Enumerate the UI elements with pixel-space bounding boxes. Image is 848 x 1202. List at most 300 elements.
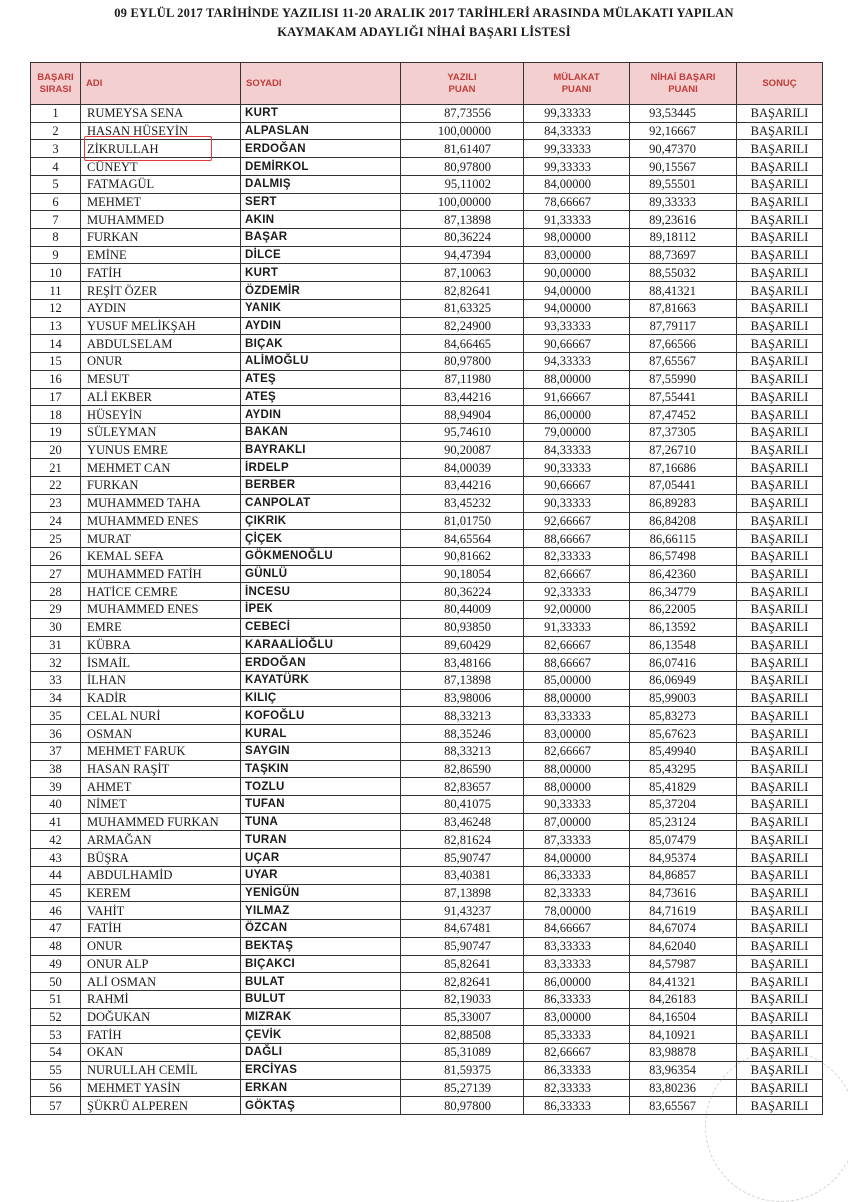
cell-surname: AYDIN [241, 317, 401, 335]
cell-rank: 38 [31, 760, 81, 778]
cell-final-score: 93,53445 [630, 105, 737, 123]
cell-written-score: 80,44009 [401, 601, 524, 619]
cell-rank: 14 [31, 335, 81, 353]
cell-final-score: 85,99003 [630, 689, 737, 707]
cell-interview-score: 83,33333 [524, 937, 630, 955]
cell-surname: BAYRAKLI [241, 441, 401, 459]
cell-interview-score: 82,33333 [524, 884, 630, 902]
table-row [31, 725, 823, 743]
cell-name: EMİNE [81, 246, 241, 264]
table-row [31, 264, 823, 282]
cell-name: ABDULHAMİD [81, 866, 241, 884]
cell-result: BAŞARILI [737, 920, 823, 938]
cell-name: MURAT [81, 530, 241, 548]
cell-result: BAŞARILI [737, 849, 823, 867]
cell-written-score: 82,19033 [401, 990, 524, 1008]
cell-name: RAHMİ [81, 990, 241, 1008]
cell-surname: ÇİÇEK [241, 530, 401, 548]
cell-final-score: 84,16504 [630, 1008, 737, 1026]
cell-final-score: 87,66566 [630, 335, 737, 353]
cell-result: BAŞARILI [737, 778, 823, 796]
cell-interview-score: 90,33333 [524, 796, 630, 814]
table-row [31, 175, 823, 193]
cell-final-score: 85,07479 [630, 831, 737, 849]
cell-rank: 54 [31, 1044, 81, 1062]
cell-result: BAŞARILI [737, 672, 823, 690]
cell-surname: BERBER [241, 477, 401, 495]
cell-surname: KURT [241, 105, 401, 123]
cell-interview-score: 86,00000 [524, 973, 630, 991]
table-row [31, 583, 823, 601]
cell-interview-score: 88,00000 [524, 689, 630, 707]
cell-rank: 24 [31, 512, 81, 530]
cell-written-score: 80,97800 [401, 1097, 524, 1115]
cell-written-score: 82,83657 [401, 778, 524, 796]
cell-written-score: 88,33213 [401, 742, 524, 760]
table-row [31, 229, 823, 247]
cell-result: BAŞARILI [737, 299, 823, 317]
cell-name: MEHMET YASİN [81, 1079, 241, 1097]
cell-written-score: 90,18054 [401, 565, 524, 583]
cell-interview-score: 99,33333 [524, 105, 630, 123]
cell-interview-score: 84,00000 [524, 175, 630, 193]
cell-written-score: 88,35246 [401, 725, 524, 743]
cell-written-score: 87,73556 [401, 105, 524, 123]
cell-rank: 39 [31, 778, 81, 796]
table-row [31, 246, 823, 264]
cell-written-score: 85,90747 [401, 937, 524, 955]
table-row [31, 512, 823, 530]
cell-surname: ÖZCAN [241, 920, 401, 938]
table-row [31, 317, 823, 335]
cell-result: BAŞARILI [737, 282, 823, 300]
cell-interview-score: 90,66667 [524, 477, 630, 495]
cell-rank: 51 [31, 990, 81, 1008]
cell-interview-score: 92,00000 [524, 601, 630, 619]
cell-name: MUHAMMED FURKAN [81, 813, 241, 831]
table-row [31, 105, 823, 123]
cell-written-score: 88,94904 [401, 406, 524, 424]
cell-surname: BULUT [241, 990, 401, 1008]
column-header-rank-line2: SIRASI [39, 83, 72, 95]
cell-final-score: 89,18112 [630, 229, 737, 247]
cell-final-score: 85,49940 [630, 742, 737, 760]
cell-final-score: 87,55990 [630, 370, 737, 388]
cell-rank: 15 [31, 353, 81, 371]
cell-surname: ALİMOĞLU [241, 353, 401, 371]
cell-surname: ALPASLAN [241, 122, 401, 140]
cell-final-score: 86,42360 [630, 565, 737, 583]
cell-interview-score: 91,33333 [524, 211, 630, 229]
cell-final-score: 90,15567 [630, 158, 737, 176]
cell-written-score: 85,33007 [401, 1008, 524, 1026]
cell-surname: ERKAN [241, 1079, 401, 1097]
cell-final-score: 85,83273 [630, 707, 737, 725]
cell-surname: SAYGIN [241, 742, 401, 760]
cell-name: RUMEYSA SENA [81, 105, 241, 123]
cell-rank: 27 [31, 565, 81, 583]
cell-rank: 56 [31, 1079, 81, 1097]
cell-name: ONUR [81, 937, 241, 955]
cell-surname: MIZRAK [241, 1008, 401, 1026]
cell-rank: 45 [31, 884, 81, 902]
cell-result: BAŞARILI [737, 246, 823, 264]
cell-surname: TUNA [241, 813, 401, 831]
table-row [31, 760, 823, 778]
cell-interview-score: 85,00000 [524, 672, 630, 690]
table-row [31, 955, 823, 973]
cell-interview-score: 86,00000 [524, 406, 630, 424]
cell-written-score: 82,81624 [401, 831, 524, 849]
cell-result: BAŞARILI [737, 796, 823, 814]
cell-rank: 48 [31, 937, 81, 955]
document-title-line1: 09 EYLÜL 2017 TARİHİNDE YAZILISI 11-20 ARALIK 2017 TARİHLERİ ARASINDA MÜLAKATI YAPILAN [114, 6, 734, 20]
cell-result: BAŞARILI [737, 512, 823, 530]
cell-surname: ATEŞ [241, 370, 401, 388]
cell-result: BAŞARILI [737, 583, 823, 601]
cell-written-score: 87,11980 [401, 370, 524, 388]
cell-result: BAŞARILI [737, 193, 823, 211]
cell-written-score: 81,59375 [401, 1061, 524, 1079]
cell-written-score: 81,61407 [401, 140, 524, 158]
cell-surname: DAĞLI [241, 1044, 401, 1062]
cell-final-score: 88,41321 [630, 282, 737, 300]
column-header-written-line2: PUAN [448, 83, 476, 95]
cell-interview-score: 86,33333 [524, 866, 630, 884]
cell-name: MUHAMMED [81, 211, 241, 229]
column-header-final-line2: PUANI [668, 83, 698, 95]
cell-name: KEREM [81, 884, 241, 902]
cell-written-score: 84,65564 [401, 530, 524, 548]
cell-name: DOĞUKAN [81, 1008, 241, 1026]
table-row [31, 618, 823, 636]
cell-rank: 43 [31, 849, 81, 867]
cell-name: ONUR ALP [81, 955, 241, 973]
cell-interview-score: 90,66667 [524, 335, 630, 353]
cell-written-score: 80,97800 [401, 158, 524, 176]
cell-final-score: 88,73697 [630, 246, 737, 264]
table-row [31, 1061, 823, 1079]
cell-surname: BIÇAK [241, 335, 401, 353]
cell-surname: KURT [241, 264, 401, 282]
cell-interview-score: 99,33333 [524, 158, 630, 176]
cell-written-score: 82,86590 [401, 760, 524, 778]
cell-result: BAŞARILI [737, 725, 823, 743]
cell-surname: YANIK [241, 299, 401, 317]
cell-name: FURKAN [81, 229, 241, 247]
cell-final-score: 84,67074 [630, 920, 737, 938]
cell-interview-score: 84,33333 [524, 122, 630, 140]
cell-rank: 20 [31, 441, 81, 459]
table-row [31, 707, 823, 725]
cell-result: BAŞARILI [737, 370, 823, 388]
cell-written-score: 91,43237 [401, 902, 524, 920]
table-row [31, 193, 823, 211]
cell-rank: 10 [31, 264, 81, 282]
cell-rank: 44 [31, 866, 81, 884]
cell-final-score: 86,57498 [630, 547, 737, 565]
cell-written-score: 83,44216 [401, 477, 524, 495]
cell-final-score: 83,96354 [630, 1061, 737, 1079]
cell-written-score: 87,10063 [401, 264, 524, 282]
cell-name: CELAL NURİ [81, 707, 241, 725]
cell-rank: 34 [31, 689, 81, 707]
cell-result: BAŞARILI [737, 760, 823, 778]
cell-rank: 32 [31, 654, 81, 672]
cell-result: BAŞARILI [737, 423, 823, 441]
cell-name: VAHİT [81, 902, 241, 920]
cell-rank: 13 [31, 317, 81, 335]
cell-rank: 46 [31, 902, 81, 920]
cell-interview-score: 83,00000 [524, 246, 630, 264]
table-row [31, 831, 823, 849]
cell-name: ONUR [81, 353, 241, 371]
column-header-interview-line2: PUANI [561, 83, 592, 95]
cell-interview-score: 93,33333 [524, 317, 630, 335]
cell-final-score: 86,13548 [630, 636, 737, 654]
table-row [31, 565, 823, 583]
cell-surname: KARAALİOĞLU [241, 636, 401, 654]
cell-name: ZİKRULLAH [81, 140, 241, 158]
cell-final-score: 88,55032 [630, 264, 737, 282]
cell-final-score: 84,62040 [630, 937, 737, 955]
cell-name: FURKAN [81, 477, 241, 495]
cell-written-score: 87,13898 [401, 884, 524, 902]
cell-result: BAŞARILI [737, 618, 823, 636]
cell-name: MEHMET FARUK [81, 742, 241, 760]
cell-interview-score: 88,00000 [524, 778, 630, 796]
cell-rank: 31 [31, 636, 81, 654]
cell-interview-score: 82,33333 [524, 547, 630, 565]
cell-surname: BULAT [241, 973, 401, 991]
cell-final-score: 84,73616 [630, 884, 737, 902]
cell-final-score: 84,26183 [630, 990, 737, 1008]
cell-surname: İPEK [241, 601, 401, 619]
cell-final-score: 92,16667 [630, 122, 737, 140]
column-header-final-line1: NİHAİ BAŞARI [650, 71, 716, 83]
table-row [31, 902, 823, 920]
table-row [31, 990, 823, 1008]
cell-name: KADİR [81, 689, 241, 707]
cell-interview-score: 94,00000 [524, 282, 630, 300]
cell-name: OKAN [81, 1044, 241, 1062]
cell-surname: ATEŞ [241, 388, 401, 406]
table-row [31, 672, 823, 690]
cell-written-score: 83,44216 [401, 388, 524, 406]
cell-interview-score: 86,33333 [524, 1097, 630, 1115]
cell-rank: 9 [31, 246, 81, 264]
cell-rank: 28 [31, 583, 81, 601]
cell-interview-score: 94,00000 [524, 299, 630, 317]
cell-interview-score: 88,66667 [524, 530, 630, 548]
cell-final-score: 86,13592 [630, 618, 737, 636]
cell-rank: 22 [31, 477, 81, 495]
cell-name: HASAN RAŞİT [81, 760, 241, 778]
cell-final-score: 89,55501 [630, 175, 737, 193]
cell-result: BAŞARILI [737, 547, 823, 565]
cell-written-score: 90,81662 [401, 547, 524, 565]
cell-result: BAŞARILI [737, 1097, 823, 1115]
cell-surname: CEBECİ [241, 618, 401, 636]
cell-interview-score: 84,33333 [524, 441, 630, 459]
cell-result: BAŞARILI [737, 388, 823, 406]
cell-name: FATİH [81, 920, 241, 938]
table-row [31, 849, 823, 867]
cell-name: ABDULSELAM [81, 335, 241, 353]
cell-written-score: 80,93850 [401, 618, 524, 636]
cell-written-score: 83,45232 [401, 494, 524, 512]
cell-interview-score: 82,66667 [524, 636, 630, 654]
table-row [31, 636, 823, 654]
cell-interview-score: 83,00000 [524, 725, 630, 743]
cell-interview-score: 87,00000 [524, 813, 630, 831]
cell-interview-score: 99,33333 [524, 140, 630, 158]
cell-final-score: 86,66115 [630, 530, 737, 548]
table-row [31, 530, 823, 548]
table-row [31, 441, 823, 459]
cell-name: HATİCE CEMRE [81, 583, 241, 601]
cell-result: BAŞARILI [737, 955, 823, 973]
cell-name: KEMAL SEFA [81, 547, 241, 565]
cell-surname: ÇIKRIK [241, 512, 401, 530]
cell-result: BAŞARILI [737, 884, 823, 902]
cell-rank: 29 [31, 601, 81, 619]
cell-surname: DİLCE [241, 246, 401, 264]
table-row [31, 459, 823, 477]
cell-result: BAŞARILI [737, 831, 823, 849]
cell-surname: TAŞKIN [241, 760, 401, 778]
cell-final-score: 84,71619 [630, 902, 737, 920]
cell-name: KÜBRA [81, 636, 241, 654]
column-header-name: ADI [81, 63, 241, 105]
cell-written-score: 100,00000 [401, 193, 524, 211]
cell-written-score: 87,13898 [401, 211, 524, 229]
cell-result: BAŞARILI [737, 317, 823, 335]
cell-interview-score: 88,66667 [524, 654, 630, 672]
cell-surname: İNCESU [241, 583, 401, 601]
cell-final-score: 89,23616 [630, 211, 737, 229]
cell-written-score: 82,24900 [401, 317, 524, 335]
cell-interview-score: 86,33333 [524, 990, 630, 1008]
table-row [31, 158, 823, 176]
cell-interview-score: 91,66667 [524, 388, 630, 406]
cell-written-score: 82,82641 [401, 282, 524, 300]
cell-name: NİMET [81, 796, 241, 814]
cell-surname: UYAR [241, 866, 401, 884]
cell-rank: 6 [31, 193, 81, 211]
cell-final-score: 87,16686 [630, 459, 737, 477]
cell-rank: 36 [31, 725, 81, 743]
cell-written-score: 84,66465 [401, 335, 524, 353]
cell-final-score: 85,41829 [630, 778, 737, 796]
document-title-line2: KAYMAKAM ADAYLIĞI NİHAİ BAŞARI LİSTESİ [277, 25, 571, 39]
cell-surname: SERT [241, 193, 401, 211]
cell-name: MUHAMMED ENES [81, 601, 241, 619]
cell-interview-score: 92,33333 [524, 583, 630, 601]
cell-interview-score: 82,33333 [524, 1079, 630, 1097]
cell-result: BAŞARILI [737, 353, 823, 371]
cell-result: BAŞARILI [737, 654, 823, 672]
cell-rank: 16 [31, 370, 81, 388]
table-row [31, 353, 823, 371]
cell-result: BAŞARILI [737, 122, 823, 140]
cell-written-score: 84,67481 [401, 920, 524, 938]
column-header-written-line1: YAZILI [447, 71, 477, 83]
cell-interview-score: 83,33333 [524, 707, 630, 725]
cell-final-score: 85,23124 [630, 813, 737, 831]
cell-final-score: 84,95374 [630, 849, 737, 867]
cell-final-score: 86,89283 [630, 494, 737, 512]
cell-interview-score: 78,66667 [524, 193, 630, 211]
cell-final-score: 83,98878 [630, 1044, 737, 1062]
cell-result: BAŞARILI [737, 211, 823, 229]
cell-written-score: 80,41075 [401, 796, 524, 814]
cell-interview-score: 83,33333 [524, 955, 630, 973]
cell-written-score: 85,27139 [401, 1079, 524, 1097]
table-body [31, 105, 823, 1115]
cell-name: ALİ EKBER [81, 388, 241, 406]
table-row [31, 884, 823, 902]
cell-surname: DALMIŞ [241, 175, 401, 193]
cell-interview-score: 88,00000 [524, 760, 630, 778]
cell-surname: BEKTAŞ [241, 937, 401, 955]
cell-final-score: 83,65567 [630, 1097, 737, 1115]
cell-result: BAŞARILI [737, 1044, 823, 1062]
cell-final-score: 83,80236 [630, 1079, 737, 1097]
cell-result: BAŞARILI [737, 175, 823, 193]
cell-result: BAŞARILI [737, 459, 823, 477]
table-row [31, 973, 823, 991]
cell-rank: 19 [31, 423, 81, 441]
cell-interview-score: 84,66667 [524, 920, 630, 938]
cell-name: SÜLEYMAN [81, 423, 241, 441]
cell-final-score: 90,47370 [630, 140, 737, 158]
cell-final-score: 87,26710 [630, 441, 737, 459]
table-row [31, 1097, 823, 1115]
cell-interview-score: 84,00000 [524, 849, 630, 867]
table-row [31, 1079, 823, 1097]
cell-written-score: 89,60429 [401, 636, 524, 654]
cell-name: HASAN HÜSEYİN [81, 122, 241, 140]
cell-surname: KURAL [241, 725, 401, 743]
cell-name: ARMAĞAN [81, 831, 241, 849]
cell-written-score: 88,33213 [401, 707, 524, 725]
table-row [31, 1026, 823, 1044]
cell-surname: YENİGÜN [241, 884, 401, 902]
cell-rank: 35 [31, 707, 81, 725]
cell-written-score: 80,36224 [401, 229, 524, 247]
cell-surname: AYDIN [241, 406, 401, 424]
cell-surname: TURAN [241, 831, 401, 849]
cell-name: MUHAMMED FATİH [81, 565, 241, 583]
cell-result: BAŞARILI [737, 530, 823, 548]
cell-result: BAŞARILI [737, 707, 823, 725]
cell-final-score: 84,10921 [630, 1026, 737, 1044]
cell-rank: 26 [31, 547, 81, 565]
cell-written-score: 81,63325 [401, 299, 524, 317]
table-row [31, 299, 823, 317]
cell-surname: DEMİRKOL [241, 158, 401, 176]
cell-surname: BAKAN [241, 423, 401, 441]
cell-written-score: 81,01750 [401, 512, 524, 530]
cell-surname: GÜNLÜ [241, 565, 401, 583]
cell-final-score: 84,57987 [630, 955, 737, 973]
cell-rank: 53 [31, 1026, 81, 1044]
table-row [31, 282, 823, 300]
cell-final-score: 84,86857 [630, 866, 737, 884]
cell-interview-score: 90,33333 [524, 459, 630, 477]
cell-surname: CANPOLAT [241, 494, 401, 512]
